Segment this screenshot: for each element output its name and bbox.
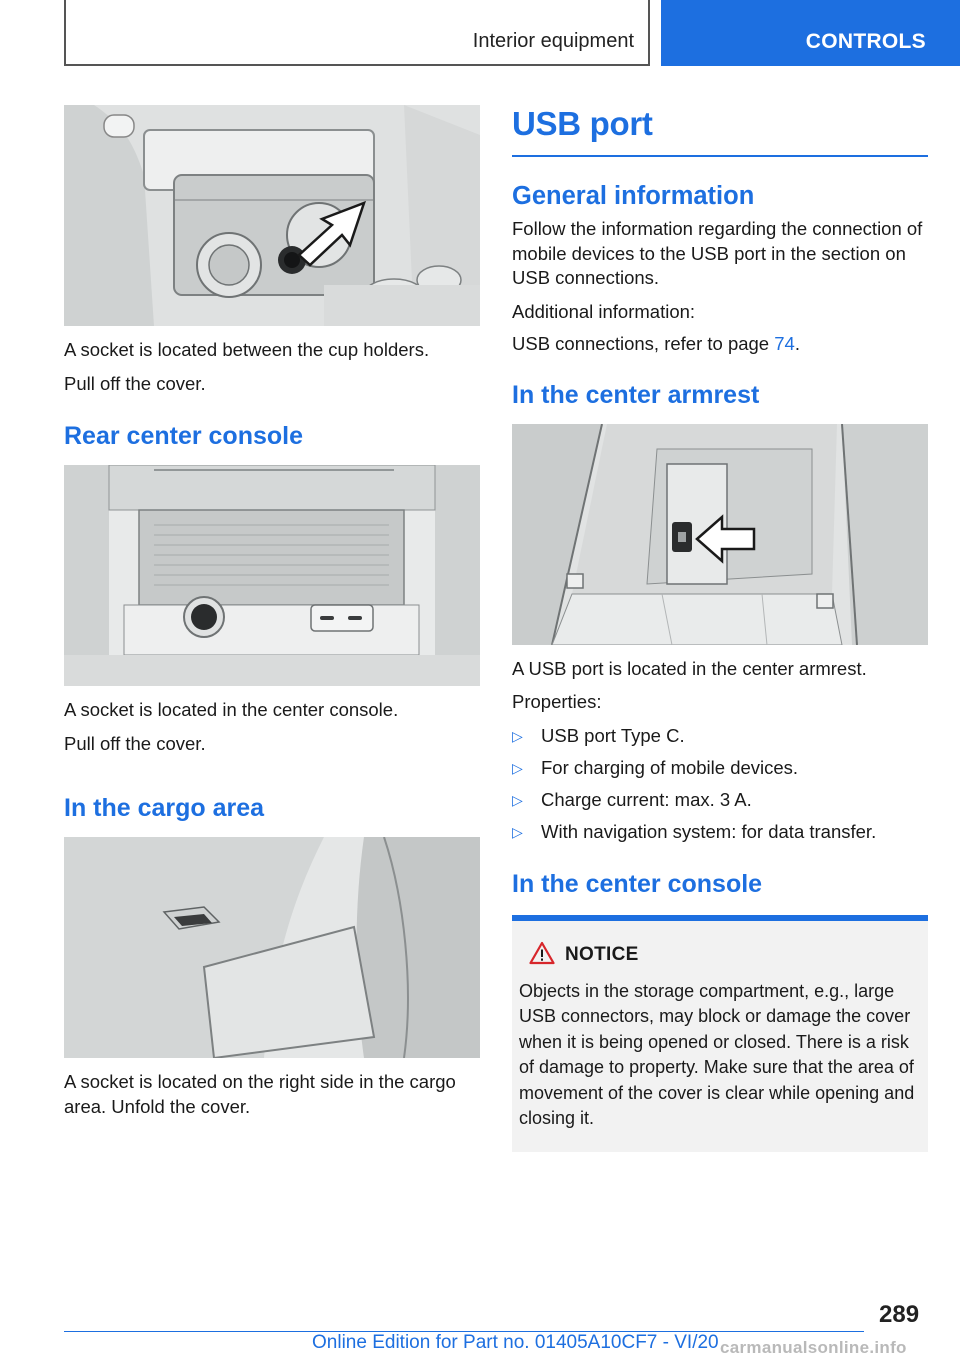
heading-center-console-usb: In the center console <box>512 869 763 898</box>
list-item: ▷ With navigation system: for data transfer. <box>512 820 877 842</box>
notice-box <box>512 915 928 1152</box>
list-item: ▷ For charging of mobile devices. <box>512 756 799 778</box>
caption-armrest: A USB port is located in the center armrest. <box>512 657 867 679</box>
rear-console-socket-photo <box>64 465 480 686</box>
reference-text: USB connections, refer to page <box>512 333 775 354</box>
left-column <box>64 105 480 1119</box>
heading-general-information: General information <box>512 182 755 210</box>
properties-label: Properties: <box>512 691 602 712</box>
footer-edition: Online Edition for Part no. 01405A10CF7 - VI/20 <box>312 1332 719 1353</box>
page-number: 289 <box>879 1301 920 1328</box>
caption-pull-cover-1: Pull off the cover. <box>64 372 206 394</box>
header-chapter-tab <box>661 0 960 66</box>
triangle-right-icon: ▷ <box>512 727 523 744</box>
caption-cargo-area: A socket is located on the right side in the cargo area. Unfold the cover. <box>64 1071 456 1117</box>
list-item: ▷ Charge current: max. 3 A. <box>512 788 752 810</box>
usb-connections-reference <box>512 332 928 357</box>
heading-center-armrest: In the center armrest <box>512 380 760 409</box>
properties-list <box>512 724 928 844</box>
general-information-text: Follow the information regarding the connection of mobile devices to the USB port in the section on USB connections. <box>512 218 923 288</box>
right-column <box>512 105 928 1152</box>
cargo-area-socket-photo <box>64 837 480 1058</box>
caption-pull-cover-2: Pull off the cover. <box>64 732 206 754</box>
notice-header <box>529 941 920 970</box>
warning-triangle-icon <box>529 941 555 970</box>
additional-information-label: Additional information: <box>512 300 696 322</box>
caption-center-console: A socket is located in the center console. <box>64 699 399 720</box>
notice-text: Objects in the storage compartment, e.g., large USB connectors, may block or damage the cover when it is being opened or closed. There is a risk of damage to property. Make sure that the area of movement of the cover is clear while opening and closing it. <box>519 980 915 1128</box>
reference-suffix: . <box>794 333 800 354</box>
notice-title: NOTICE <box>565 944 639 965</box>
list-item: ▷ USB port Type C. <box>512 724 685 746</box>
triangle-right-icon: ▷ <box>512 823 523 840</box>
header-section-box <box>64 0 650 66</box>
heading-cargo-area: In the cargo area <box>64 794 265 822</box>
caption-cup-holders: A socket is located between the cup holders. <box>64 339 430 360</box>
cup-holder-socket-photo <box>64 105 480 326</box>
header-section-title: Interior equipment <box>472 30 634 52</box>
armrest-usb-photo <box>512 424 928 645</box>
title-usb-port: USB port <box>512 105 653 142</box>
triangle-right-icon: ▷ <box>512 759 523 776</box>
watermark-text: carmanualsonline.info <box>720 1338 907 1357</box>
page-link-74[interactable]: 74 <box>774 333 795 354</box>
heading-rear-center-console: Rear center console <box>64 422 303 450</box>
header-chapter-title: CONTROLS <box>805 30 926 53</box>
triangle-right-icon: ▷ <box>512 791 523 808</box>
title-rule <box>512 155 928 157</box>
